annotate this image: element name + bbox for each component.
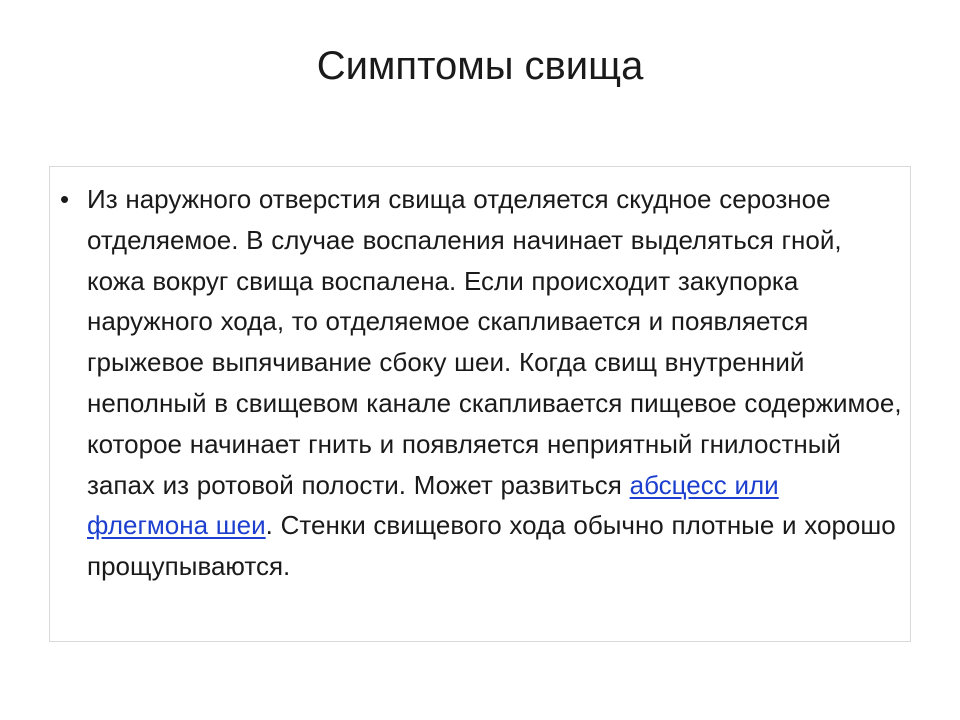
- bullet-item: [58, 179, 904, 587]
- bullet-text-after-link: . Стенки свищевого хода обычно плотные и хорошо прощупываются.: [87, 510, 896, 582]
- bullet-text-before-link: Из наружного отверстия свища отделяется скудное серозное отделяемое. В случае воспаления начинает выделяться гной, кожа вокруг свища воспалена. Если происходит закупорка наружного хода, то отделяемое скапливается и появляется грыжевое выпячивание сбоку шеи. Когда свищ внутренний неполный в свищевом канале скапливается пищевое содержимое, которое начинает гнить и появляется неприятный гнилостный запах из ротовой полости. Может развиться: [87, 184, 902, 500]
- bullet-dot-icon: •: [60, 184, 70, 214]
- abscess-link[interactable]: абсцесс или флегмона шеи: [87, 469, 779, 541]
- bullet-text: [87, 179, 904, 587]
- content-box: [49, 166, 911, 642]
- slide-title: Симптомы свища: [316, 44, 644, 88]
